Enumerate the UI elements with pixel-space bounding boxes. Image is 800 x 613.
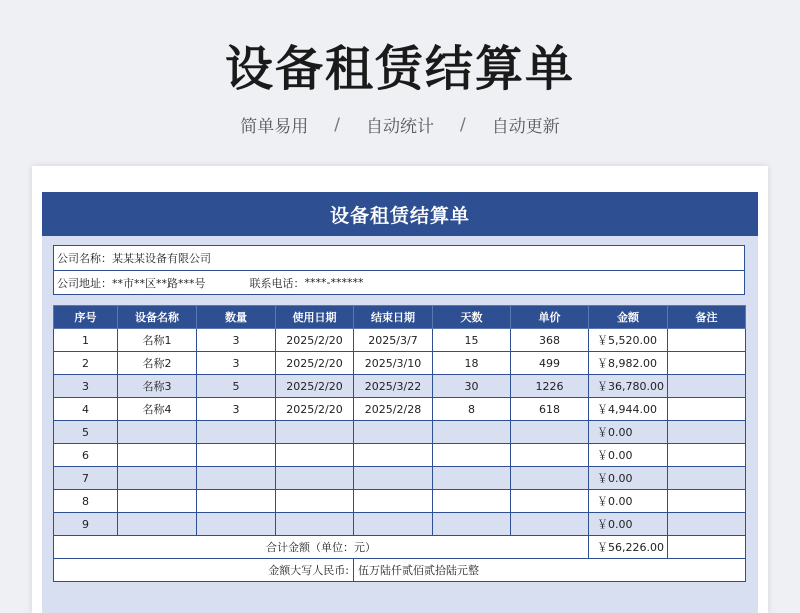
cell-col-name[interactable]: 名称3 [118,375,197,398]
tag-auto-stats: 自动统计 [366,117,434,137]
phone-label: 联系电话： [249,276,305,290]
cell-col-note[interactable] [668,398,746,421]
cell-col-name[interactable] [118,444,197,467]
header-col-end: 结束日期 [354,306,433,329]
table-row [54,398,746,421]
cell-col-note[interactable] [668,513,746,536]
cell-col-index[interactable]: 8 [54,490,118,513]
cell-col-index[interactable]: 7 [54,467,118,490]
cell-col-end[interactable]: 2025/3/22 [354,375,433,398]
table-row [54,375,746,398]
cell-col-price[interactable]: 368 [511,329,589,352]
total-row [54,536,746,559]
cell-col-end[interactable]: 2025/3/7 [354,329,433,352]
settlement-sheet [32,166,768,613]
header-col-start: 使用日期 [276,306,354,329]
cell-col-price[interactable] [511,490,589,513]
cell-col-amount[interactable]: ￥0.00 [589,421,668,444]
header-col-days: 天数 [433,306,511,329]
cell-col-days[interactable] [433,444,511,467]
cell-col-name[interactable]: 名称1 [118,329,197,352]
company-name-value[interactable]: 某某某设备有限公司 [112,252,211,265]
cell-col-name[interactable] [118,490,197,513]
cell-col-amount[interactable]: ￥5,520.00 [589,329,668,352]
table-header-row [54,306,746,329]
cell-col-name[interactable]: 名称2 [118,352,197,375]
cell-col-index[interactable]: 3 [54,375,118,398]
cell-col-index[interactable]: 6 [54,444,118,467]
cell-col-qty[interactable] [197,421,276,444]
cell-col-start[interactable]: 2025/2/20 [276,375,354,398]
cell-col-start[interactable] [276,467,354,490]
cell-col-qty[interactable] [197,467,276,490]
cell-col-name[interactable] [118,513,197,536]
cell-col-note[interactable] [668,467,746,490]
uppercase-label: 金额大写人民币: [54,559,354,582]
cell-col-qty[interactable]: 5 [197,375,276,398]
cell-col-amount[interactable]: ￥0.00 [589,444,668,467]
sheet-body [42,192,758,613]
cell-col-days[interactable]: 18 [433,352,511,375]
table-row [54,467,746,490]
cell-col-index[interactable]: 5 [54,421,118,444]
cell-col-start[interactable]: 2025/2/20 [276,329,354,352]
cell-col-note[interactable] [668,444,746,467]
page-title: 设备租赁结算单 [224,41,575,97]
header-col-price: 单价 [511,306,589,329]
table-row [54,490,746,513]
cell-col-days[interactable] [433,490,511,513]
cell-col-start[interactable]: 2025/2/20 [276,398,354,421]
cell-col-qty[interactable] [197,513,276,536]
tag-separator: / [460,114,466,135]
cell-col-amount[interactable]: ￥0.00 [589,490,668,513]
cell-col-name[interactable] [118,421,197,444]
cell-col-amount[interactable]: ￥4,944.00 [589,398,668,421]
cell-col-end[interactable]: 2025/3/10 [354,352,433,375]
cell-col-note[interactable] [668,329,746,352]
address-label: 公司地址： [57,276,112,290]
table-row [54,421,746,444]
company-name-row [54,246,744,270]
cell-col-days[interactable]: 15 [433,329,511,352]
cell-col-name[interactable]: 名称4 [118,398,197,421]
address-value[interactable]: **市**区**路***号 [112,276,206,290]
sheet-banner-title: 设备租赁结算单 [42,192,758,236]
uppercase-row [54,559,746,582]
cell-col-amount[interactable]: ￥0.00 [589,467,668,490]
cell-col-price[interactable] [511,444,589,467]
cell-col-end[interactable] [354,490,433,513]
total-label: 合计金额（单位：元） [54,536,589,559]
tag-easy: 简单易用 [240,117,309,137]
header-col-index: 序号 [54,306,118,329]
cell-col-name[interactable] [118,467,197,490]
cell-col-start[interactable] [276,490,354,513]
cell-col-note[interactable] [668,490,746,513]
cell-col-days[interactable] [433,467,511,490]
header-col-name: 设备名称 [118,306,197,329]
cell-col-days[interactable]: 30 [433,375,511,398]
header-col-note: 备注 [668,306,746,329]
uppercase-value[interactable]: 伍万陆仟贰佰贰拾陆元整 [354,559,746,582]
cell-col-price[interactable] [511,513,589,536]
cell-col-start[interactable]: 2025/2/20 [276,352,354,375]
tag-separator: / [334,114,340,135]
cell-col-note[interactable] [668,352,746,375]
cell-col-amount[interactable]: ￥8,982.00 [589,352,668,375]
cell-col-days[interactable]: 8 [433,398,511,421]
cell-col-note[interactable] [668,421,746,444]
cell-col-days[interactable] [433,421,511,444]
table-row [54,329,746,352]
cell-col-amount[interactable]: ￥36,780.00 [589,375,668,398]
rental-table [53,305,746,582]
cell-col-price[interactable]: 1226 [511,375,589,398]
header-col-amount: 金额 [589,306,668,329]
cell-col-amount[interactable]: ￥0.00 [589,513,668,536]
table-row [54,444,746,467]
cell-col-end[interactable] [354,444,433,467]
cell-col-price[interactable]: 618 [511,398,589,421]
table-row [54,513,746,536]
feature-tags [0,112,800,137]
cell-col-index[interactable]: 4 [54,398,118,421]
cell-col-start[interactable] [276,513,354,536]
company-address-row [54,270,744,294]
total-value[interactable]: ￥56,226.00 [589,536,668,559]
cell-col-qty[interactable] [197,444,276,467]
cell-col-end[interactable] [354,513,433,536]
cell-col-index[interactable]: 1 [54,329,118,352]
cell-col-start[interactable] [276,444,354,467]
cell-col-end[interactable]: 2025/2/28 [354,398,433,421]
cell-col-price[interactable] [511,421,589,444]
company-info [53,245,745,295]
cell-col-qty[interactable]: 3 [197,329,276,352]
cell-col-qty[interactable] [197,490,276,513]
table-row [54,352,746,375]
cell-col-note[interactable] [668,375,746,398]
total-note-cell[interactable] [668,536,746,559]
cell-col-index[interactable]: 2 [54,352,118,375]
cell-col-price[interactable] [511,467,589,490]
cell-col-days[interactable] [433,513,511,536]
cell-col-index[interactable]: 9 [54,513,118,536]
tag-auto-update: 自动更新 [491,117,560,137]
cell-col-start[interactable] [276,421,354,444]
cell-col-qty[interactable]: 3 [197,352,276,375]
cell-col-end[interactable] [354,467,433,490]
cell-col-end[interactable] [354,421,433,444]
cell-col-qty[interactable]: 3 [197,398,276,421]
company-name-label: 公司名称： [57,252,112,265]
phone-value[interactable]: ****-****** [304,276,364,289]
cell-col-price[interactable]: 499 [511,352,589,375]
header-col-qty: 数量 [197,306,276,329]
